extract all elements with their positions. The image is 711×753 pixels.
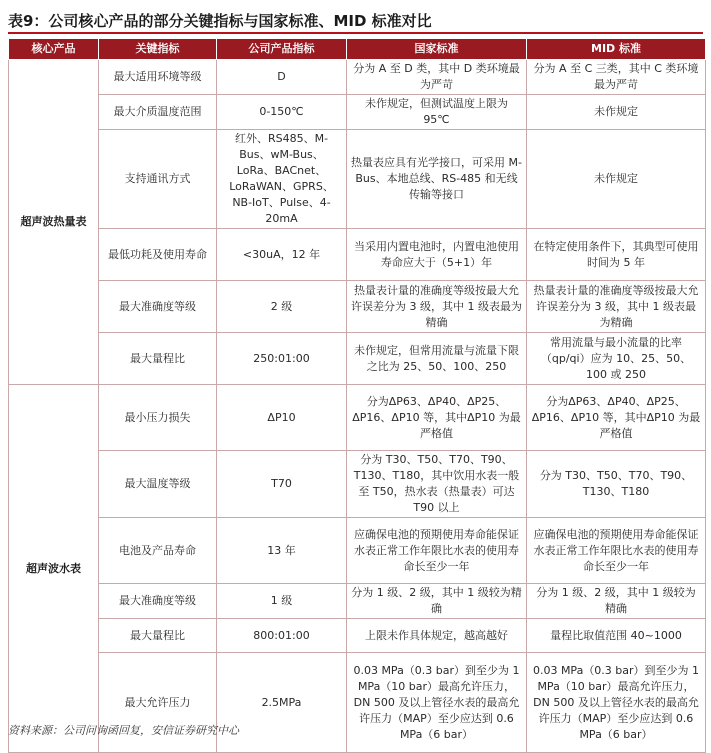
company-cell: 0-150℃: [217, 95, 347, 130]
national-cell: 分为 1 级、2 级，其中 1 级较为精确: [347, 584, 527, 619]
company-cell: 1 级: [217, 584, 347, 619]
company-cell: 2 级: [217, 281, 347, 333]
national-cell: 热量表应具有光学接口，可采用 M-Bus、本地总线、RS-485 和无线传输等接口: [347, 130, 527, 229]
company-cell: ΔP10: [217, 385, 347, 451]
table-row: [9, 95, 706, 130]
mid-cell: 分为 T30、T50、T70、T90、T130、T180: [527, 451, 706, 518]
metric-cell: 最低功耗及使用寿命: [99, 229, 217, 281]
metric-cell: 最大准确度等级: [99, 281, 217, 333]
mid-cell: 分为ΔP63、ΔP40、ΔP25、ΔP16、ΔP10 等，其中ΔP10 为最严格值: [527, 385, 706, 451]
national-cell: 分为ΔP63、ΔP40、ΔP25、ΔP16、ΔP10 等，其中ΔP10 为最严格值: [347, 385, 527, 451]
mid-cell: 分为 A 至 C 三类，其中 C 类环境最为严苛: [527, 60, 706, 95]
national-cell: 未作规定，但测试温度上限为 95℃: [347, 95, 527, 130]
header-company-metric: 公司产品指标: [217, 39, 347, 60]
metric-cell: 电池及产品寿命: [99, 518, 217, 584]
table-row: [9, 281, 706, 333]
category-heat-meter: 超声波热量表: [9, 60, 99, 385]
mid-cell: 热量表计量的准确度等级按最大允许误差分为 3 级，其中 1 级表最为精确: [527, 281, 706, 333]
company-cell: D: [217, 60, 347, 95]
metric-cell: 最大允许压力: [99, 653, 217, 753]
national-cell: 未作规定，但常用流量与流量下限之比为 25、50、100、250: [347, 333, 527, 385]
metric-cell: 最大温度等级: [99, 451, 217, 518]
table-row: [9, 60, 706, 95]
mid-cell: 未作规定: [527, 95, 706, 130]
national-cell: 当采用内置电池时，内置电池使用寿命应大于（5+1）年: [347, 229, 527, 281]
mid-cell: 应确保电池的预期使用寿命能保证水表正常工作年限比水表的使用寿命长至少一年: [527, 518, 706, 584]
national-cell: 应确保电池的预期使用寿命能保证水表正常工作年限比水表的使用寿命长至少一年: [347, 518, 527, 584]
metric-cell: 最大介质温度范围: [99, 95, 217, 130]
table-title: 表9：公司核心产品的部分关键指标与国家标准、MID 标准对比: [8, 8, 703, 34]
table-row: [9, 584, 706, 619]
mid-cell: 0.03 MPa（0.3 bar）到至少为 1 MPa（10 bar）最高允许压力，DN 500 及以上管径水表的最高允许压力（MAP）至少应达到 0.6 MPa（6 bar）: [527, 653, 706, 753]
mid-cell: 分为 1 级、2 级，其中 1 级较为精确: [527, 584, 706, 619]
metric-cell: 最大准确度等级: [99, 584, 217, 619]
company-cell: 13 年: [217, 518, 347, 584]
metric-cell: 最大量程比: [99, 619, 217, 653]
company-cell: 800:01:00: [217, 619, 347, 653]
table-row: [9, 229, 706, 281]
mid-cell: 未作规定: [527, 130, 706, 229]
header-national-standard: 国家标准: [347, 39, 527, 60]
table-row: [9, 451, 706, 518]
header-mid-standard: MID 标准: [527, 39, 706, 60]
metric-cell: 最大适用环境等级: [99, 60, 217, 95]
table-row: [9, 333, 706, 385]
comparison-table: [8, 38, 706, 753]
mid-cell: 常用流量与最小流量的比率（qp/qi）应为 10、25、50、100 或 250: [527, 333, 706, 385]
table-header-row: [9, 39, 706, 60]
table-row: [9, 385, 706, 451]
header-core-product: 核心产品: [9, 39, 99, 60]
table-row: [9, 130, 706, 229]
national-cell: 上限未作具体规定，越高越好: [347, 619, 527, 653]
national-cell: 热量表计量的准确度等级按最大允许误差分为 3 级，其中 1 级表最为精确: [347, 281, 527, 333]
source-note: 资料来源：公司问询函回复，安信证券研究中心: [8, 724, 239, 737]
company-cell: <30uA，12 年: [217, 229, 347, 281]
table-row: [9, 518, 706, 584]
metric-cell: 最大量程比: [99, 333, 217, 385]
metric-cell: 支持通讯方式: [99, 130, 217, 229]
header-key-metric: 关键指标: [99, 39, 217, 60]
national-cell: 分为 A 至 D 类，其中 D 类环境最为严苛: [347, 60, 527, 95]
category-water-meter: 超声波水表: [9, 385, 99, 753]
mid-cell: 量程比取值范围 40~1000: [527, 619, 706, 653]
table-row: [9, 619, 706, 653]
company-cell: 250:01:00: [217, 333, 347, 385]
company-cell: 红外、RS485、M-Bus、wM-Bus、LoRa、BACnet、LoRaWAN、GPRS、NB-IoT、Pulse、4-20mA: [217, 130, 347, 229]
metric-cell: 最小压力损失: [99, 385, 217, 451]
company-cell: 2.5MPa: [217, 653, 347, 753]
national-cell: 0.03 MPa（0.3 bar）到至少为 1 MPa（10 bar）最高允许压力，DN 500 及以上管径水表的最高允许压力（MAP）至少应达到 0.6 MPa（6 bar）: [347, 653, 527, 753]
mid-cell: 在特定使用条件下，其典型可使用时间为 5 年: [527, 229, 706, 281]
company-cell: T70: [217, 451, 347, 518]
national-cell: 分为 T30、T50、T70、T90、T130、T180，其中饮用水表一般至 T50，热水表（热量表）可达 T90 以上: [347, 451, 527, 518]
